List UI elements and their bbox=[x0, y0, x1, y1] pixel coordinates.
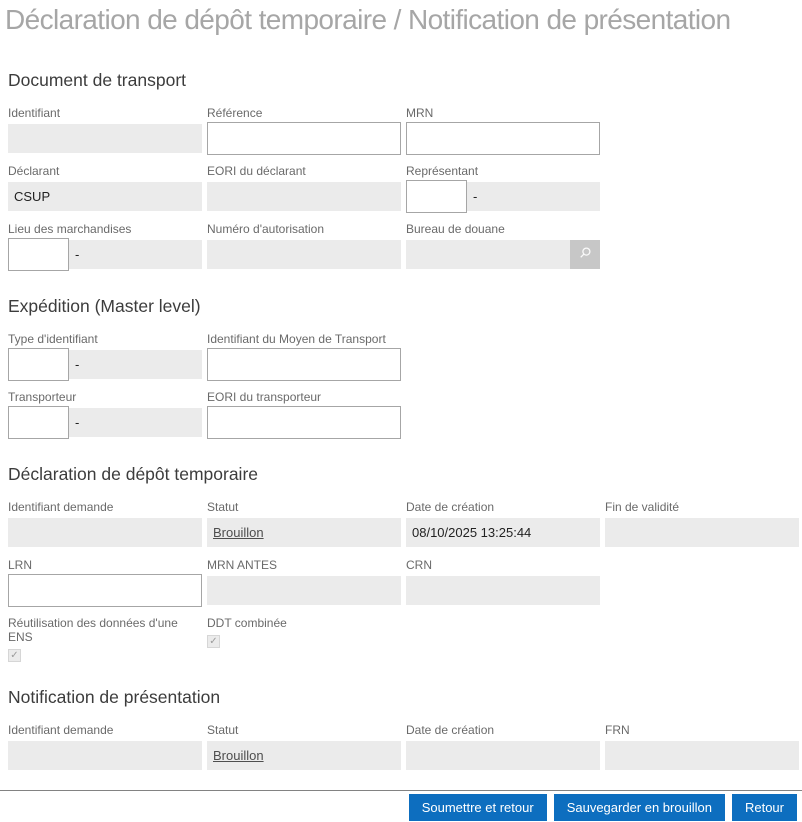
frn-field bbox=[605, 741, 799, 770]
field-label: Transporteur bbox=[8, 390, 77, 404]
field-label: DDT combinée bbox=[207, 616, 287, 630]
page-title: Déclaration de dépôt temporaire / Notification de présentation bbox=[5, 4, 731, 35]
numero-autorisation-field bbox=[207, 240, 401, 269]
bureau-douane-search-button[interactable] bbox=[570, 240, 600, 269]
declarant-value: CSUP bbox=[14, 189, 51, 204]
field-type-identifiant bbox=[8, 332, 202, 381]
field-label: Numéro d'autorisation bbox=[207, 222, 325, 236]
field-representant bbox=[406, 164, 600, 213]
separator-dash: - bbox=[473, 189, 478, 204]
field-ddt-identifiant-demande bbox=[8, 500, 202, 549]
ddt-date-creation-value: 08/10/2025 13:25:44 bbox=[412, 525, 532, 540]
field-label: Référence bbox=[207, 106, 263, 120]
field-mrn bbox=[406, 106, 600, 155]
section-title-transport: Document de transport bbox=[8, 70, 187, 90]
field-label: CRN bbox=[406, 558, 432, 572]
field-label: EORI du transporteur bbox=[207, 390, 322, 404]
eori-declarant-field bbox=[207, 182, 401, 211]
mrn-antes-field bbox=[207, 576, 401, 605]
fin-validite-field bbox=[605, 518, 799, 547]
return-button[interactable]: Retour bbox=[732, 794, 797, 821]
declarant-field bbox=[8, 182, 202, 211]
field-label: Représentant bbox=[406, 164, 479, 178]
field-eori-declarant bbox=[207, 164, 401, 213]
eori-transporteur-input[interactable] bbox=[207, 406, 401, 439]
identifiant-field bbox=[8, 124, 202, 153]
expedition-row-1 bbox=[8, 332, 802, 381]
field-label: Date de création bbox=[406, 723, 495, 737]
field-numero-autorisation bbox=[207, 222, 401, 271]
expedition-row-2 bbox=[8, 390, 802, 439]
field-label: Lieu des marchandises bbox=[8, 222, 132, 236]
separator-dash: - bbox=[75, 247, 80, 262]
reference-input[interactable] bbox=[207, 122, 401, 155]
field-identifiant bbox=[8, 106, 202, 155]
field-label: Fin de validité bbox=[605, 500, 680, 514]
search-icon bbox=[578, 246, 592, 263]
presentation-statut-link[interactable]: Brouillon bbox=[213, 748, 264, 763]
field-label: Réutilisation des données d'une ENS bbox=[8, 616, 178, 644]
field-label: Identifiant demande bbox=[8, 723, 114, 737]
transporteur-field bbox=[69, 408, 202, 437]
transport-row-1 bbox=[8, 106, 802, 155]
field-label: LRN bbox=[8, 558, 33, 572]
crn-field bbox=[406, 576, 600, 605]
section-title-ddt: Déclaration de dépôt temporaire bbox=[8, 464, 259, 484]
field-lieu-marchandises bbox=[8, 222, 202, 271]
check-icon: ✓ bbox=[10, 649, 19, 661]
field-label: Identifiant du Moyen de Transport bbox=[207, 332, 386, 346]
type-identifiant-code-input[interactable] bbox=[8, 348, 69, 381]
field-reutilisation-ens bbox=[8, 616, 202, 662]
field-fin-validite bbox=[605, 500, 799, 549]
field-label: MRN ANTES bbox=[207, 558, 278, 572]
transport-row-3 bbox=[8, 222, 802, 271]
ddt-date-creation-field bbox=[406, 518, 600, 547]
np-statut-field bbox=[207, 741, 401, 770]
field-label: Type d'identifiant bbox=[8, 332, 98, 346]
field-transporteur bbox=[8, 390, 202, 439]
ddt-row-3 bbox=[8, 616, 802, 662]
field-label: Déclarant bbox=[8, 164, 60, 178]
field-label: FRN bbox=[605, 723, 630, 737]
field-crn bbox=[406, 558, 600, 607]
field-ddt-statut bbox=[207, 500, 401, 549]
field-ddt-combinee bbox=[207, 616, 401, 662]
separator-dash: - bbox=[75, 415, 80, 430]
field-declarant bbox=[8, 164, 202, 213]
ddt-row-2 bbox=[8, 558, 802, 607]
field-identifiant-moyen-transport bbox=[207, 332, 401, 381]
ddt-row-1 bbox=[8, 500, 802, 549]
np-identifiant-demande-field bbox=[8, 741, 202, 770]
field-label: Statut bbox=[207, 500, 239, 514]
field-label: Date de création bbox=[406, 500, 495, 514]
transport-row-2 bbox=[8, 164, 802, 213]
type-identifiant-field bbox=[69, 350, 202, 379]
representant-code-input[interactable] bbox=[406, 180, 467, 213]
transporteur-code-input[interactable] bbox=[8, 406, 69, 439]
bureau-douane-field bbox=[406, 240, 600, 269]
separator-dash: - bbox=[75, 357, 80, 372]
field-bureau-douane bbox=[406, 222, 600, 271]
presentation-row-1 bbox=[8, 723, 802, 772]
submit-return-button[interactable]: Soumettre et retour bbox=[409, 794, 547, 821]
identifiant-moyen-transport-input[interactable] bbox=[207, 348, 401, 381]
field-label: EORI du déclarant bbox=[207, 164, 306, 178]
representant-field bbox=[467, 182, 600, 211]
ddt-statut-link[interactable]: Brouillon bbox=[213, 525, 264, 540]
field-mrn-antes bbox=[207, 558, 401, 607]
action-bar bbox=[0, 790, 802, 822]
reutilisation-ens-checkbox bbox=[8, 649, 21, 662]
ddt-statut-field bbox=[207, 518, 401, 547]
field-label: Bureau de douane bbox=[406, 222, 505, 236]
field-np-identifiant-demande bbox=[8, 723, 202, 772]
ddt-combinee-checkbox bbox=[207, 635, 220, 648]
section-title-presentation: Notification de présentation bbox=[8, 687, 221, 707]
field-frn bbox=[605, 723, 799, 772]
ddt-identifiant-demande-field bbox=[8, 518, 202, 547]
check-icon: ✓ bbox=[209, 635, 218, 647]
field-reference bbox=[207, 106, 401, 155]
field-label: MRN bbox=[406, 106, 434, 120]
section-title-expedition: Expédition (Master level) bbox=[8, 296, 201, 316]
field-label: Identifiant demande bbox=[8, 500, 114, 514]
field-label: Statut bbox=[207, 723, 239, 737]
field-np-statut bbox=[207, 723, 401, 772]
lieu-marchandises-code-input[interactable] bbox=[8, 238, 69, 271]
field-ddt-date-creation bbox=[406, 500, 600, 549]
save-draft-button[interactable]: Sauvegarder en brouillon bbox=[554, 794, 725, 821]
field-np-date-creation bbox=[406, 723, 600, 772]
np-date-creation-field bbox=[406, 741, 600, 770]
field-lrn bbox=[8, 558, 202, 607]
mrn-input[interactable] bbox=[406, 122, 600, 155]
lieu-marchandises-field bbox=[69, 240, 202, 269]
field-eori-transporteur bbox=[207, 390, 401, 439]
lrn-input[interactable] bbox=[8, 574, 202, 607]
field-label: Identifiant bbox=[8, 106, 61, 120]
